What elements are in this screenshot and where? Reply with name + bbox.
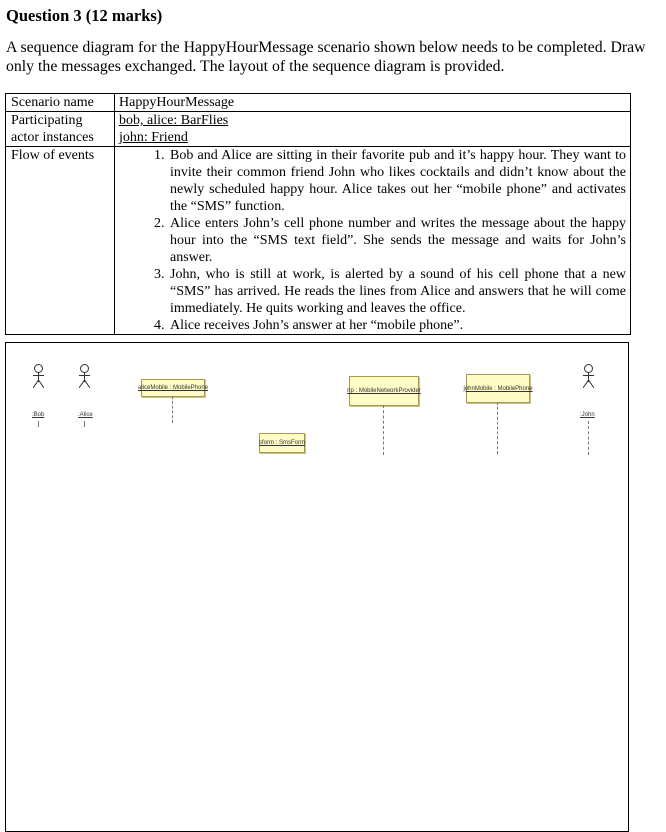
flow-step: 2. Alice enters John’s cell phone number and writes the message about the happy hour into the “SMS text field”. She sends the message and waits for John’s answer.	[168, 215, 626, 266]
participating-row	[6, 112, 631, 130]
flow-step: 3. John, who is still at work, is alerted by a sound of his cell phone that a new “SMS” has arrived. He reads the lines from Alice and answers that he will come immediately. He quits working and leaves the office.	[168, 266, 626, 317]
scenario-table	[5, 93, 631, 335]
object-network-provider: np : MobileNetworkProvider	[349, 376, 419, 406]
object-alice-mobile: aliceMobile : MobilePhone	[141, 379, 205, 397]
flow-step: 4. Alice receives John’s answer at her “mobile phone”.	[168, 317, 626, 334]
scenario-name-value: HappyHourMessage	[115, 94, 631, 112]
sequence-diagram-frame	[5, 342, 629, 832]
actor-instances-row	[6, 129, 631, 147]
actor-instances-label: actor instances	[6, 129, 115, 147]
actor-john-label: :John	[580, 412, 595, 418]
lifeline-network-provider	[383, 405, 384, 455]
actor-bob-figure	[31, 364, 45, 390]
lifeline-alice	[84, 421, 85, 427]
actor-instances-value: john: Friend	[119, 130, 188, 145]
flow-of-events-label: Flow of events	[6, 147, 115, 335]
scenario-name-label: Scenario name	[6, 94, 115, 112]
participating-value: bob, alice: BarFlies	[119, 113, 229, 128]
participating-label: Participating	[6, 112, 115, 130]
actor-john-figure	[581, 364, 595, 390]
flow-of-events-row	[6, 147, 631, 335]
lifeline-john	[588, 421, 589, 455]
actor-alice-label: :Alice	[78, 412, 93, 418]
lifeline-alice-mobile	[172, 396, 173, 423]
flow-of-events-list	[119, 147, 626, 334]
question-instructions: A sequence diagram for the HappyHourMessage scenario shown below needs to be completed. Draw only the messages exchanged. The layout of the sequence diagram is provided.	[6, 39, 646, 75]
scenario-name-row	[6, 94, 631, 112]
actor-bob-label: :Bob	[32, 412, 45, 418]
actor-alice-figure	[77, 364, 91, 390]
object-john-mobile: johnMobile : MobilePhone	[466, 374, 530, 403]
lifeline-john-mobile	[497, 402, 498, 454]
object-sms-form: sform : SmsForm	[259, 433, 305, 453]
lifeline-bob	[38, 421, 39, 427]
flow-step: 1. Bob and Alice are sitting in their favorite pub and it’s happy hour. They want to invite their common friend John who likes cocktails and didn’t know about the newly scheduled happy hour. Alice takes out her “mobile phone” and activates the “SMS” function.	[168, 147, 626, 215]
question-title: Question 3 (12 marks)	[6, 6, 163, 25]
